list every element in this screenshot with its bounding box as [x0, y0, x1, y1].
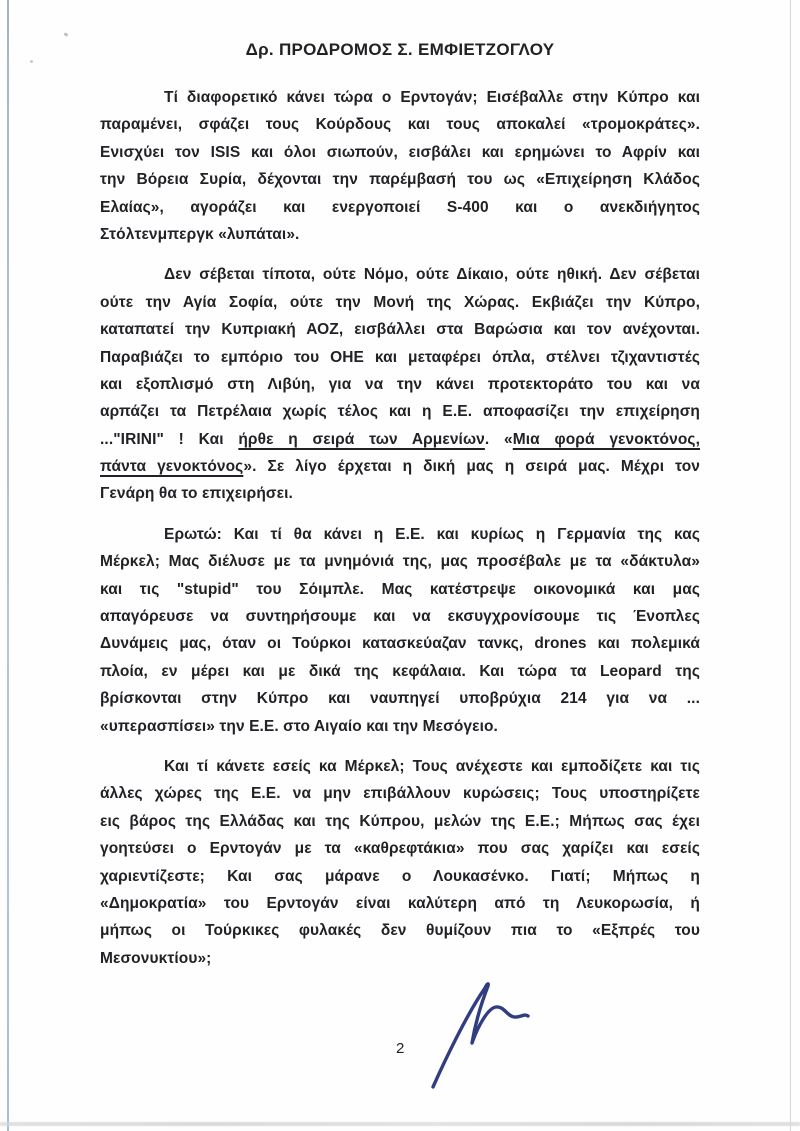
text-line: αρπάζει τα Πετρέλαια χωρίς τέλος και η Ε.Ε. αποφασίζει την επιχείρηση: [100, 403, 700, 421]
text-line: απαγόρευσε να συντηρήσουμε και να εκσυγχρονίσουμε τις Ένοπλες: [100, 608, 700, 626]
text-line: Και τί κάνετε εσείς κα Μέρκελ; Τους ανέχεστε και εμποδίζετε και τις: [164, 757, 700, 775]
text-line: γοητεύσει ο Ερντογάν με τα «καθρεφτάκια» που σας χαρίζει και εσείς: [100, 840, 700, 858]
signature-ink: [415, 970, 545, 1100]
text-line: Μεσονυκτίου»;: [100, 949, 212, 967]
text-line: Ερωτώ: Και τί θα κάνει η Ε.Ε. και κυρίως η Γερμανία της κας: [164, 525, 700, 543]
text-line: πλοία, εν μέρει και με δικά της κεφάλαια. Και τώρα τα Leopard της: [100, 662, 700, 680]
text-line: Δυνάμεις μας, όταν οι Τούρκοι κατασκεύαζαν τανκς, drones και πολεμικά: [100, 635, 700, 653]
text-line: Δεν σέβεται τίποτα, ούτε Νόμο, ούτε Δίκαιο, ούτε ηθική. Δεν σέβεται: [164, 266, 700, 284]
text-line: ..."IRINI" ! Και ήρθε η σειρά των Αρμενίων. «Μια φορά γενοκτόνος,: [100, 430, 700, 448]
text-line: Στόλτενμπεργκ «λυπάται».: [100, 225, 300, 243]
text-line: βρίσκονται στην Κύπρο και ναυπηγεί υποβρύχια 214 για να ...: [100, 690, 700, 708]
scan-speck: [64, 32, 69, 37]
text-line: χαριεντίζεστε; Και σας μάρανε ο Λουκασένκο. Γιατί; Μήπως η: [100, 867, 700, 885]
text-line: και εξοπλισμό στη Λιβύη, για να την κάνει προτεκτοράτο του και να: [100, 375, 700, 393]
text-line: την Βόρεια Συρία, δέχονται την παρέμβασή του ως «Επιχείρηση Κλάδος: [100, 171, 700, 189]
scan-edge-left: [7, 0, 9, 1131]
text-line: «Δημοκρατία» του Ερντογάν είναι καλύτερη από τη Λευκορωσία, ή: [100, 894, 700, 912]
text-line: Μέρκελ; Μας διέλυσε με τα μνημόνιά της, μας προσέβαλε με τα «δάκτυλα»: [100, 553, 700, 571]
text-line: ούτε την Αγία Σοφία, ούτε την Μονή της Χώρας. Εκβιάζει την Κύπρο,: [100, 293, 700, 311]
text-line: εις βάρος της Ελλάδας και της Κύπρου, μελών της Ε.Ε.; Μήπως σας έχει: [100, 812, 700, 830]
paragraph: [100, 521, 700, 740]
document-body: [100, 84, 700, 985]
page-number: 2: [396, 1040, 405, 1057]
text-line: «υπερασπίσει» την Ε.Ε. στο Αιγαίο και την Μεσόγειο.: [100, 717, 498, 735]
text-line: καταπατεί την Κυπριακή ΑΟΖ, εισβάλλει στα Βαρώσια και τον ανέχονται.: [100, 321, 700, 339]
text-line: παραμένει, σφάζει τους Κούρδους και τους αποκαλεί «τρομοκράτες».: [100, 116, 700, 134]
paragraph: [100, 753, 700, 972]
text-line: Ελαίας», αγοράζει και ενεργοποιεί S-400 και ο ανεκδιήγητος: [100, 198, 700, 216]
text-line: Ενισχύει τον ISIS και όλοι σιωπούν, εισβάλει και ερημώνει το Αφρίν και: [100, 143, 700, 161]
paragraph: [100, 84, 700, 248]
scan-edge-bottom: [0, 1122, 800, 1126]
text-line: άλλες χώρες της Ε.Ε. να μην επιβάλλουν κυρώσεις; Τους υποστηρίζετε: [100, 785, 700, 803]
underlined-text: Μια φορά γενοκτόνος,: [512, 430, 700, 448]
underlined-text: πάντα γενοκτόνος: [100, 458, 244, 476]
scan-edge-right: [790, 0, 791, 1131]
text-line: Παραβιάζει το εμπόριο του ΟΗΕ και μεταφέρει όπλα, στέλνει τζιχαντιστές: [100, 348, 700, 366]
text-line: και τις "stupid" του Σόιμπλε. Μας κατέστρεψε οικονομικά και μας: [100, 580, 700, 598]
text-line: πάντα γενοκτόνος». Σε λίγο έρχεται η δική μας η σειρά μας. Μέχρι τον: [100, 458, 700, 476]
document-author-title: Δρ. ΠΡΟΔΡΟΜΟΣ Σ. ΕΜΦΙΕΤΖΟΓΛΟΥ: [245, 40, 555, 59]
paragraph: [100, 261, 700, 508]
text-line: μήπως οι Τούρκικες φυλακές δεν θυμίζουν πια το «Εξπρές του: [100, 922, 700, 940]
text-line: Τί διαφορετικό κάνει τώρα ο Ερντογάν; Εισέβαλλε στην Κύπρο και: [164, 89, 700, 106]
scan-speck: [30, 60, 33, 63]
text-line: Γενάρη θα το επιχειρήσει.: [100, 485, 293, 503]
underlined-text: ήρθε η σειρά των Αρμενίων: [238, 430, 485, 448]
